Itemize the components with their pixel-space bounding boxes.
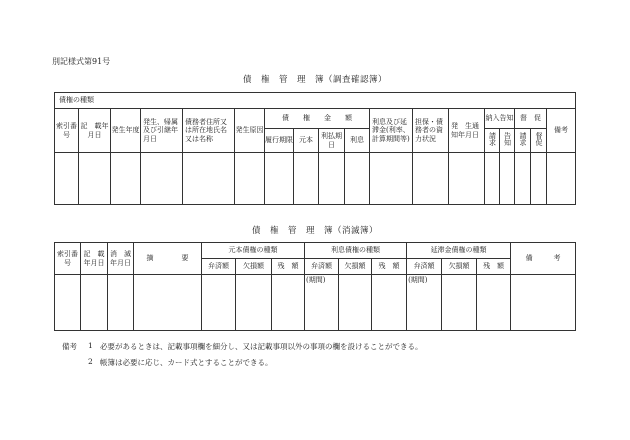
l2-principal-repaid: 弁済額 <box>202 259 236 275</box>
ledger1-blank-row <box>55 153 576 205</box>
l2-col-entry-date: 記 載年月日 <box>81 243 108 275</box>
l2-principal-loss: 欠損額 <box>236 259 272 275</box>
col-remarks: 備考 <box>547 109 576 153</box>
col-claim: 請求 <box>488 132 497 147</box>
l2-penalty-balance: 残 額 <box>477 259 511 275</box>
col-demand-claim: 請求 <box>519 132 527 147</box>
col-index-no: 索引番号 <box>55 109 79 153</box>
l2-col-penalty-group: 延滞金債権の種類 <box>407 243 511 259</box>
l2-interest-balance: 残 額 <box>372 259 407 275</box>
l2-col-remarks: 備 考 <box>511 243 576 275</box>
form-id: 別記様式第91号 <box>52 57 111 66</box>
ledger1-title: 債 権 管 理 簿（調査確認簿） <box>242 75 387 85</box>
col-demand: 督促 <box>535 132 543 147</box>
note-1-text: 必要があるときは、記載事項欄を細分し、又は記載事項以外の事項の欄を設けることができる。 <box>100 342 423 351</box>
col-interest-due: 利払期日 <box>319 129 345 153</box>
col-amount-group: 債 権 金 額 <box>265 109 370 129</box>
col-due-date: 履行期限 <box>265 129 294 153</box>
l2-col-summary: 摘 要 <box>134 243 202 275</box>
l2-interest-loss: 欠損額 <box>339 259 372 275</box>
col-payment-notice: 納入告知 <box>485 109 515 129</box>
l2-col-principal-group: 元本債権の種類 <box>202 243 305 259</box>
ledger2-blank-row <box>55 275 576 331</box>
ledger1-section-label: 債権の種類 <box>55 93 576 109</box>
l2-principal-balance: 残 額 <box>272 259 305 275</box>
ledger2-table <box>54 242 576 331</box>
col-demand-group: 督 促 <box>515 109 547 129</box>
l2-penalty-period: (期間) <box>408 276 428 284</box>
l2-penalty-repaid: 弁済額 <box>407 259 442 275</box>
col-notify: 告知 <box>503 132 512 147</box>
l2-penalty-loss: 欠損額 <box>442 259 477 275</box>
note-2-text: 帳簿は必要に応じ、カード式とすることができる。 <box>100 358 273 367</box>
col-interest-penalty: 利息及び延滞金(利率、計算期間等) <box>370 109 413 153</box>
notes-prefix: 備考 <box>62 342 77 351</box>
col-interest: 利息 <box>345 129 370 153</box>
note-1-num: 1 <box>88 341 93 350</box>
note-2-num: 2 <box>88 357 93 366</box>
l2-col-extinct-date: 消 滅年月日 <box>108 243 134 275</box>
col-collateral: 担保・債務者の資力状況 <box>413 109 449 153</box>
col-entry-date: 記 載年月日 <box>79 109 111 153</box>
col-occur-cause: 発生原因 <box>235 109 265 153</box>
col-principal: 元本 <box>294 129 319 153</box>
col-notice-date: 発 生通 知年月日 <box>449 109 485 153</box>
ledger2-title: 債 権 管 理 簿（消滅簿） <box>251 226 378 236</box>
l2-col-interest-group: 利息債権の種類 <box>305 243 407 259</box>
col-debtor: 債務者住所又は所在地氏名又は名称 <box>183 109 235 153</box>
l2-col-index-no: 索引番号 <box>55 243 81 275</box>
l2-interest-period: (期間) <box>306 276 326 284</box>
l2-interest-repaid: 弁済額 <box>305 259 339 275</box>
col-occur-year: 発生年度 <box>111 109 141 153</box>
ledger1-table <box>54 92 576 205</box>
col-occur-attr: 発生、帰属及び引継年月日 <box>141 109 183 153</box>
